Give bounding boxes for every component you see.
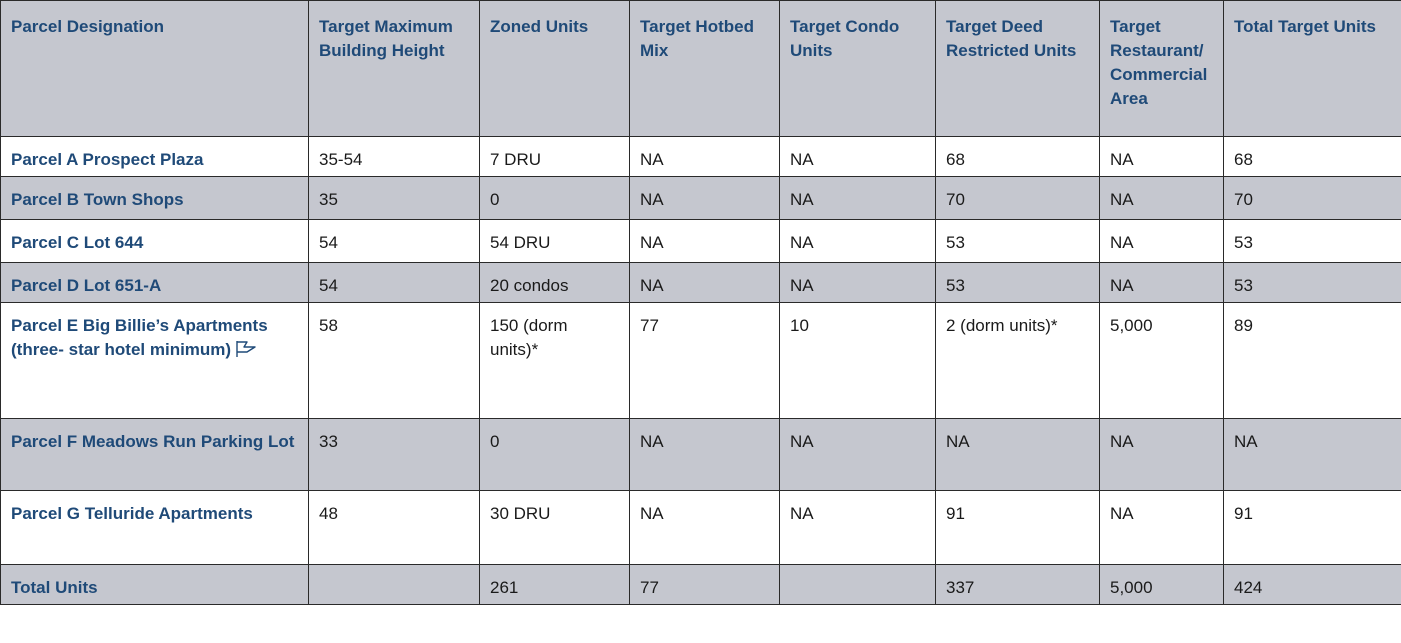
table-cell: 5,000 xyxy=(1100,565,1224,605)
table-cell: 53 xyxy=(936,263,1100,303)
table-cell: 33 xyxy=(309,419,480,491)
header-row xyxy=(1,1,1401,137)
table-cell: NA xyxy=(936,419,1100,491)
table-cell: 77 xyxy=(630,565,780,605)
table-cell: 77 xyxy=(630,303,780,419)
row-header: Total Units xyxy=(1,565,309,605)
table-cell: NA xyxy=(1224,419,1401,491)
table-cell: NA xyxy=(630,263,780,303)
table-cell: 91 xyxy=(1224,491,1401,565)
table-cell: NA xyxy=(1100,177,1224,220)
table-cell: 7 DRU xyxy=(480,137,630,177)
table-cell: NA xyxy=(1100,491,1224,565)
column-header: Target Maximum Building Height xyxy=(309,1,480,137)
table-row xyxy=(1,263,1401,303)
flag-icon xyxy=(235,340,257,365)
column-header: Target Deed Restricted Units xyxy=(936,1,1100,137)
column-header: Parcel Designation xyxy=(1,1,309,137)
table-cell: 53 xyxy=(1224,220,1401,263)
table-cell: NA xyxy=(1100,137,1224,177)
column-header: Target Hotbed Mix xyxy=(630,1,780,137)
column-header: Zoned Units xyxy=(480,1,630,137)
table-cell: 35 xyxy=(309,177,480,220)
column-header: Total Target Units xyxy=(1224,1,1401,137)
table-cell: 30 DRU xyxy=(480,491,630,565)
table-cell: 68 xyxy=(936,137,1100,177)
row-header: Parcel B Town Shops xyxy=(1,177,309,220)
table-row xyxy=(1,419,1401,491)
table-cell: NA xyxy=(630,419,780,491)
row-header: Parcel C Lot 644 xyxy=(1,220,309,263)
table-cell: NA xyxy=(1100,220,1224,263)
table-row xyxy=(1,177,1401,220)
table-cell: 337 xyxy=(936,565,1100,605)
table-cell: 10 xyxy=(780,303,936,419)
table-cell: 91 xyxy=(936,491,1100,565)
table-cell: 54 DRU xyxy=(480,220,630,263)
table-cell: NA xyxy=(1100,419,1224,491)
table-cell: 54 xyxy=(309,220,480,263)
table-cell: 70 xyxy=(936,177,1100,220)
table-cell: NA xyxy=(1100,263,1224,303)
table-cell: 150 (dorm units)* xyxy=(480,303,630,419)
row-header: Parcel G Telluride Apartments xyxy=(1,491,309,565)
table-cell: 424 xyxy=(1224,565,1401,605)
table-cell: 0 xyxy=(480,419,630,491)
table-cell xyxy=(780,565,936,605)
table-cell: NA xyxy=(780,491,936,565)
table-cell: NA xyxy=(780,137,936,177)
table-cell: 35-54 xyxy=(309,137,480,177)
row-header: Parcel A Prospect Plaza xyxy=(1,137,309,177)
table-cell: NA xyxy=(780,220,936,263)
table-cell: 48 xyxy=(309,491,480,565)
table-row xyxy=(1,491,1401,565)
table-cell: 0 xyxy=(480,177,630,220)
table-cell: NA xyxy=(630,177,780,220)
table-cell: NA xyxy=(780,419,936,491)
table-cell: 2 (dorm units)* xyxy=(936,303,1100,419)
column-header: Target Restaurant/ Commercial Area xyxy=(1100,1,1224,137)
row-header-label: Parcel E Big Billie’s Apartments (three- star hotel minimum) xyxy=(11,316,268,359)
table-cell: NA xyxy=(780,263,936,303)
total-row xyxy=(1,565,1401,605)
table-row xyxy=(1,220,1401,263)
table-row xyxy=(1,137,1401,177)
row-header: Parcel F Meadows Run Parking Lot xyxy=(1,419,309,491)
table-cell: 70 xyxy=(1224,177,1401,220)
table-cell: NA xyxy=(630,137,780,177)
table-row xyxy=(1,303,1401,419)
table-cell: 53 xyxy=(1224,263,1401,303)
table-cell: 53 xyxy=(936,220,1100,263)
table-cell xyxy=(309,565,480,605)
table-cell: NA xyxy=(780,177,936,220)
table-cell: 20 condos xyxy=(480,263,630,303)
table-cell: 261 xyxy=(480,565,630,605)
column-header: Target Condo Units xyxy=(780,1,936,137)
table-cell: NA xyxy=(630,220,780,263)
table-cell: 5,000 xyxy=(1100,303,1224,419)
table-cell: NA xyxy=(630,491,780,565)
table-cell: 89 xyxy=(1224,303,1401,419)
table-cell: 68 xyxy=(1224,137,1401,177)
row-header: Parcel D Lot 651-A xyxy=(1,263,309,303)
table-cell: 58 xyxy=(309,303,480,419)
row-header xyxy=(1,303,309,419)
table-cell: 54 xyxy=(309,263,480,303)
